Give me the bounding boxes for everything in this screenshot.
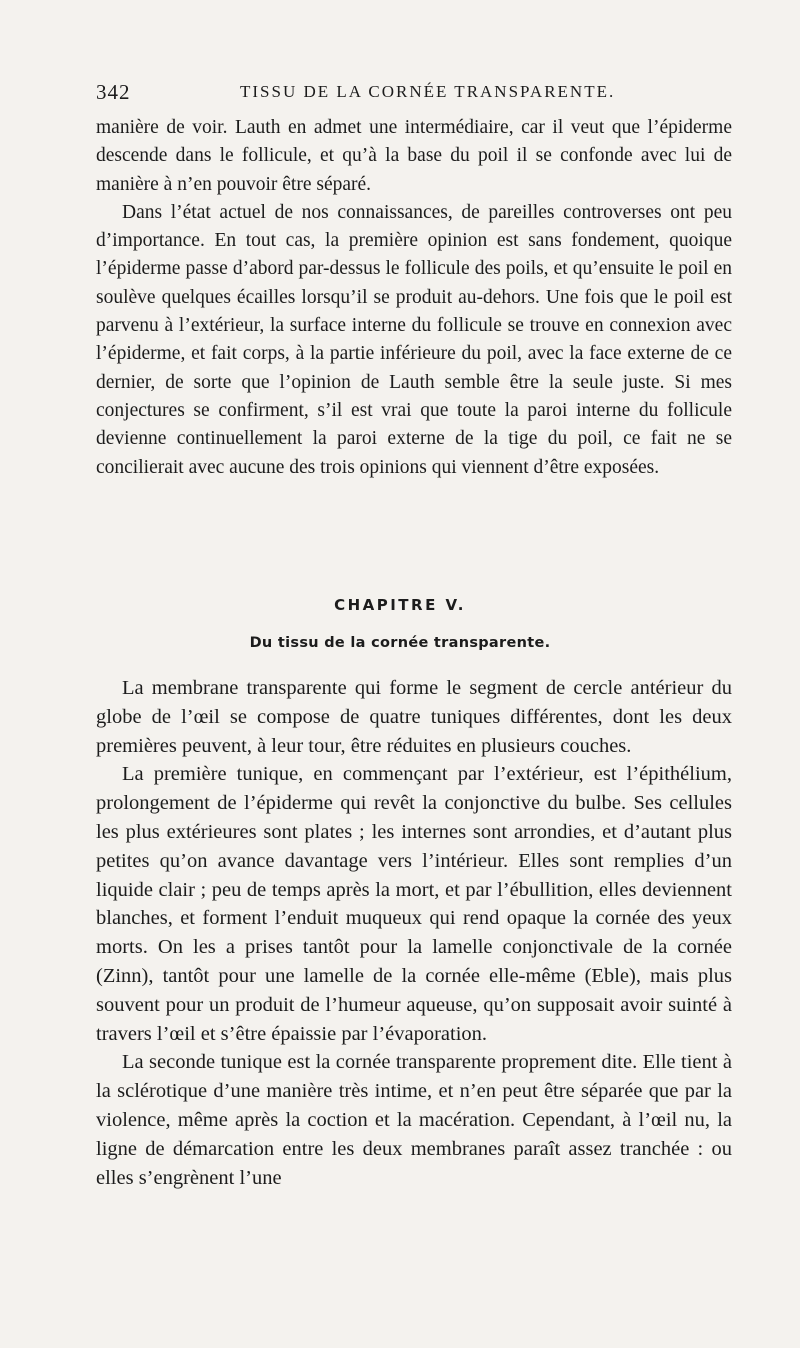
paragraph: manière de voir. Lauth en admet une intermédiaire, car il veut que l’épiderme descende dans le follicule, et qu’à la base du poil il se confonde avec lui de manière à n’en pouvoir être séparé. bbox=[96, 117, 732, 195]
page-number: 342 bbox=[96, 80, 131, 104]
page-header bbox=[96, 80, 736, 110]
paragraph: La première tunique, en commençant par l’extérieur, est l’épithélium, prolongement de l’épiderme qui revêt la conjonctive du bulbe. Ses cellules les plus extérieures sont plates ; les internes sont arrondies, et d’autant plus petites qu’on avance davantage vers l’intérieur. Elles sont remplies d’un liquide clair ; peu de temps après la mort, et par l’ébullition, elles deviennent blanches, et forment l’enduit muqueux qui rend opaque la cornée des yeux morts. On les a prises tantôt pour la lamelle conjonctivale de la cornée (Zinn), tantôt pour une lamelle de la cornée elle-même (Eble), mais plus souvent pour un produit de l’humeur aqueuse, qu’on supposait avoir suinté à travers l’œil et s’être épaissie par l’évaporation. bbox=[96, 763, 732, 1045]
running-title: TISSU DE LA CORNÉE TRANSPARENTE. bbox=[240, 82, 616, 101]
text-block-top bbox=[96, 114, 732, 482]
paragraph: La membrane transparente qui forme le segment de cercle antérieur du globe de l’œil se compose de quatre tuniques différentes, dont les deux premières peuvent, à leur tour, être réduites en plusieurs couches. bbox=[96, 677, 732, 757]
text-block-chapter bbox=[96, 674, 732, 1192]
paragraph: La seconde tunique est la cornée transparente proprement dite. Elle tient à la sclérotique d’une manière très intime, et n’en peut être séparée que par la violence, même après la coction et la macération. Cependant, à l’œil nu, la ligne de démarcation entre les deux membranes paraît assez tranchée : ou elles s’engrènent l’une bbox=[96, 1051, 732, 1189]
chapter-subtitle: Du tissu de la cornée transparente. bbox=[249, 635, 551, 651]
paragraph: Dans l’état actuel de nos connaissances, de pareilles controverses ont peu d’importance. En tout cas, la première opinion est sans fondement, quoique l’épiderme passe d’abord par-dessus le follicule des poils, et qu’ensuite le poil en soulève quelques écailles lorsqu’il se produit au-dehors. Une fois que le poil est parvenu à l’extérieur, la surface interne du follicule se trouve en connexion avec l’épiderme, et fait corps, à la partie inférieure du poil, avec la face externe de ce dernier, de sorte que l’opinion de Lauth semble être la seule juste. Si mes conjectures se confirment, s’il est vrai que toute la paroi interne du follicule devienne continuellement la paroi externe de la tige du poil, ce fait ne se concilierait avec aucune des trois opinions qui viennent d’être exposées. bbox=[96, 201, 732, 478]
chapter-title: CHAPITRE V. bbox=[334, 596, 466, 614]
